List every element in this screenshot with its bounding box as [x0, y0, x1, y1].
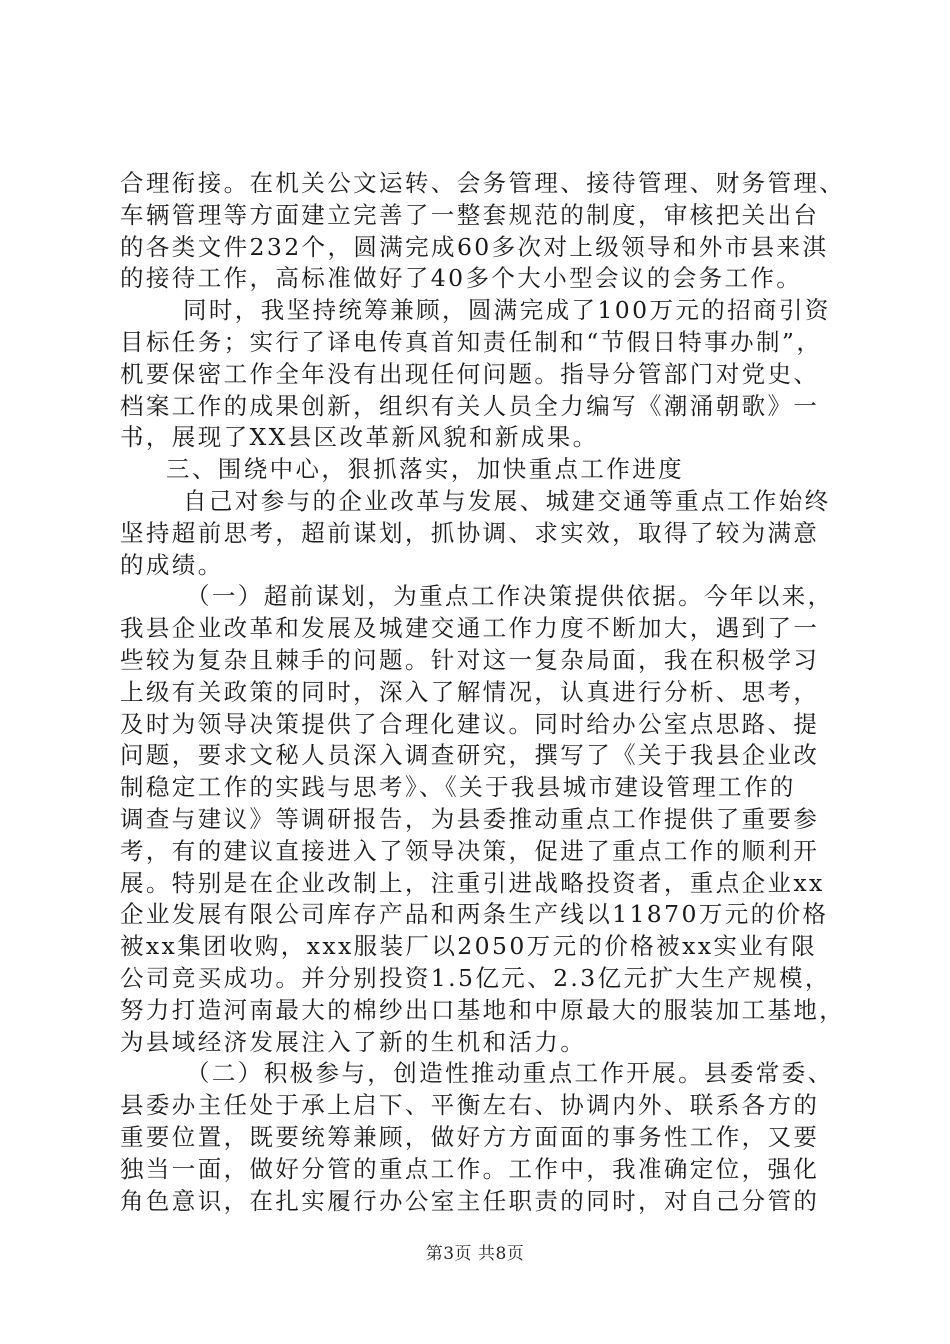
text-line: 为县域经济发展注入了新的生机和活力。	[120, 1027, 587, 1056]
text-line: 考，有的建议直接进入了领导决策，促进了重点工作的顺利开	[120, 836, 820, 865]
text-line: 被xx集团收购，xxx服装厂以2050万元的价格被xx实业有限	[120, 932, 817, 961]
text-line: 机要保密工作全年没有出现任何问题。指导分管部门对党史、	[120, 359, 820, 388]
text-line: 努力打造河南最大的棉纱出口基地和中原最大的服装加工基地，	[120, 995, 846, 1024]
text-line: 制稳定工作的实践与思考》、《关于我县城市建设管理工作的	[120, 773, 796, 802]
text-line: 及时为领导决策提供了合理化建议。同时给办公室点思路、提	[120, 709, 820, 738]
text-line: 的各类文件232个，圆满完成60多次对上级领导和外市县来淇	[120, 232, 829, 261]
text-line: 我县企业改革和发展及城建交通工作力度不断加大，遇到了一	[120, 614, 820, 643]
page-number-footer: 第3页 共8页	[425, 1244, 525, 1264]
text-line: 重要位置，既要统筹兼顾，做好方方面面的事务性工作，又要	[120, 1122, 820, 1151]
section-heading: 三、围绕中心，狠抓落实，加快重点工作进度	[166, 455, 684, 484]
text-line: 调查与建议》等调研报告，为县委推动重点工作提供了重要参	[120, 804, 820, 833]
text-line: 车辆管理等方面建立完善了一整套规范的制度，审核把关出台	[120, 200, 820, 229]
text-line: 些较为复杂且棘手的问题。针对这一复杂局面，我在积极学习	[120, 645, 820, 674]
text-line: 角色意识，在扎实履行办公室主任职责的同时，对自己分管的	[120, 1186, 820, 1215]
text-line: 问题，要求文秘人员深入调查研究，撰写了《关于我县企业改	[120, 741, 820, 770]
document-body	[120, 168, 846, 1217]
text-line: 坚持超前思考，超前谋划，抓协调、求实效，取得了较为满意	[120, 518, 820, 547]
text-line: 上级有关政策的同时，深入了解情况，认真进行分析、思考，	[120, 677, 820, 706]
paragraph-first-line: 自己对参与的企业改革与发展、城建交通等重点工作始终	[183, 486, 831, 515]
text-line: 企业发展有限公司库存产品和两条生产线以11870万元的价格	[120, 900, 829, 929]
text-line: 的接待工作，高标准做好了40多个大小型会议的会务工作。	[120, 264, 803, 293]
text-line: 书，展现了XX县区改革新风貌和新成果。	[120, 423, 599, 452]
text-line: 县委办主任处于承上启下、平衡左右、协调内外、联系各方的	[120, 1091, 820, 1120]
text-line: 公司竞买成功。并分别投资1.5亿元、2.3亿元扩大生产规模，	[120, 963, 831, 992]
text-line: 档案工作的成果创新，组织有关人员全力编写《潮涌朝歌》一	[120, 391, 820, 420]
text-line: 合理衔接。在机关公文运转、会务管理、接待管理、财务管理、	[120, 169, 846, 197]
subsection-first-line: （一）超前谋划，为重点工作决策提供依据。今年以来，	[186, 582, 834, 611]
text-line: 的成绩。	[120, 550, 224, 579]
text-line: 目标任务；实行了译电传真首知责任制和“节假日特事办制”，	[120, 327, 823, 356]
paragraph-first-line: 同时，我坚持统筹兼顾，圆满完成了100万元的招商引资	[183, 296, 831, 325]
text-line: 展。特别是在企业改制上，注重引进战略投资者，重点企业xx	[120, 868, 825, 897]
subsection-first-line: （二）积极参与，创造性推动重点工作开展。县委常委、	[186, 1059, 834, 1088]
text-line: 独当一面，做好分管的重点工作。工作中，我准确定位，强化	[120, 1154, 820, 1183]
